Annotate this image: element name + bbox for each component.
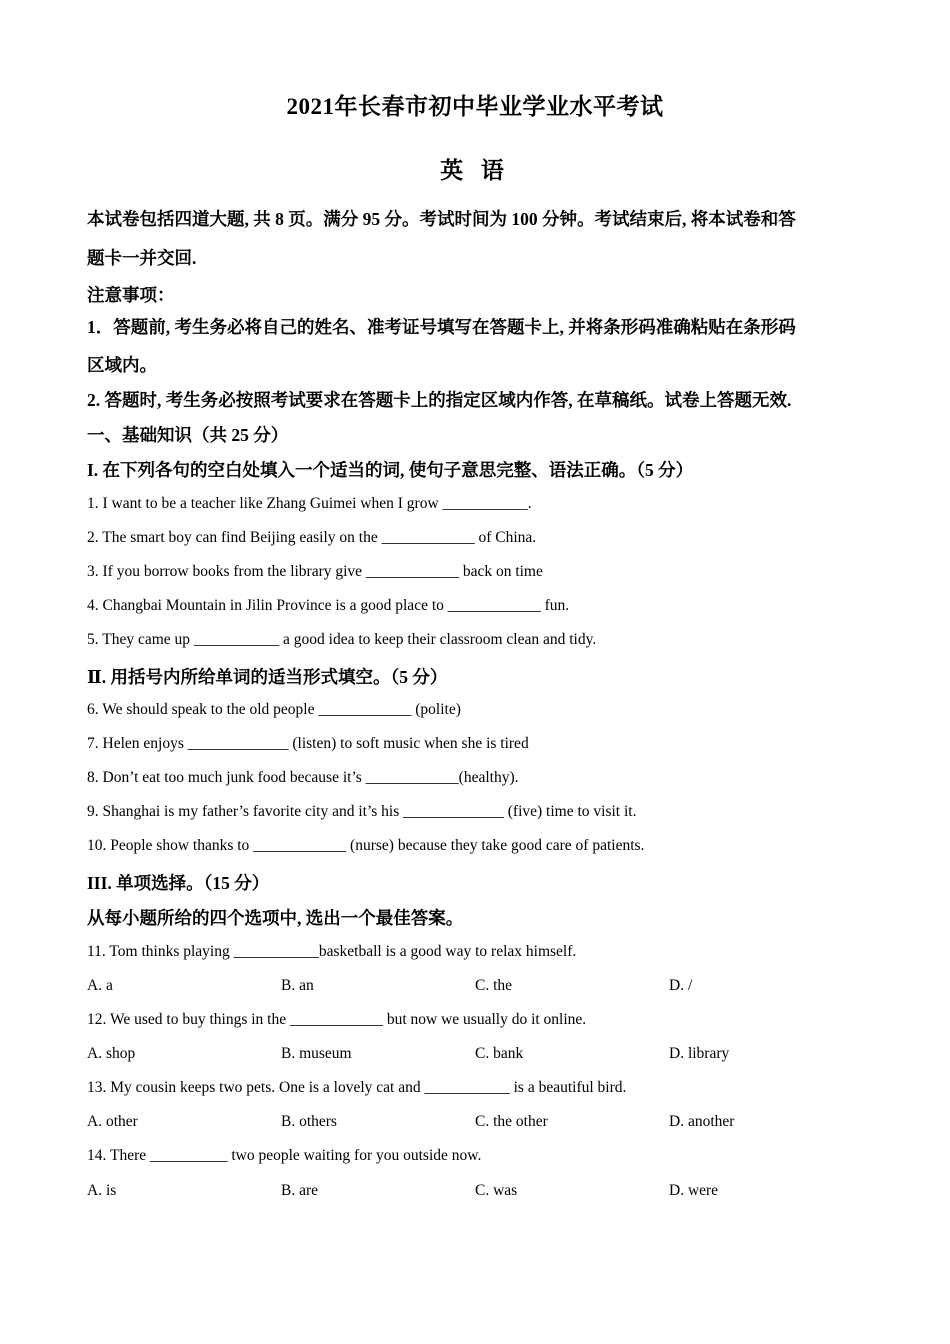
option-b: B. an (281, 977, 314, 994)
option-a: A. a (87, 977, 113, 994)
option-c: C. bank (475, 1045, 524, 1062)
option-a: A. other (87, 1113, 138, 1130)
question-12-options (87, 1045, 867, 1067)
option-b: B. museum (281, 1045, 352, 1062)
intro-line-1: 本试卷包括四道大题, 共 8 页。满分 95 分。考试时间为 100 分钟。考试结束后, 将本试卷和答 (87, 209, 796, 229)
question-9: 9. Shanghai is my father’s favorite city and it’s his _____________ (five) time to visit it. (87, 803, 637, 820)
question-6: 6. We should speak to the old people ____________ (polite) (87, 701, 461, 718)
option-b: B. are (281, 1182, 319, 1199)
question-14-stem: 14. There __________ two people waiting for you outside now. (87, 1147, 482, 1164)
option-a: A. is (87, 1182, 117, 1199)
question-2: 2. The smart boy can find Beijing easily on the ____________ of China. (87, 529, 537, 546)
intro-line-2: 题卡一并交回. (87, 248, 197, 268)
question-4: 4. Changbai Mountain in Jilin Province is a good place to ____________ fun. (87, 597, 570, 614)
exam-title: 2021年长春市初中毕业学业水平考试 (286, 94, 664, 119)
option-d: D. library (669, 1045, 730, 1062)
question-13-stem: 13. My cousin keeps two pets. One is a lovely cat and ___________ is a beautiful bird. (87, 1079, 627, 1096)
part-1-heading: 一、基础知识（共 25 分） (87, 425, 289, 445)
option-d: D. were (669, 1182, 719, 1199)
section-ii-heading: Ⅱ. 用括号内所给单词的适当形式填空。（5 分） (87, 667, 448, 687)
question-14-options (87, 1182, 867, 1204)
notice-2: 2. 答题时, 考生务必按照考试要求在答题卡上的指定区域内作答, 在草稿纸。试卷上答题无效. (87, 390, 792, 410)
notice-1-line-2: 区域内。 (87, 355, 157, 375)
option-d: D. / (669, 977, 693, 994)
question-5: 5. They came up ___________ a good idea to keep their classroom clean and tidy. (87, 631, 597, 648)
option-c: C. the (475, 977, 513, 994)
option-d: D. another (669, 1113, 735, 1130)
option-a: A. shop (87, 1045, 136, 1062)
option-c: C. the other (475, 1113, 548, 1130)
subject-title: 英 语 (440, 158, 510, 183)
question-11-options (87, 977, 867, 999)
question-3: 3. If you borrow books from the library give ____________ back on time (87, 563, 543, 580)
question-13-options (87, 1113, 867, 1135)
question-12-stem: 12. We used to buy things in the ____________ but now we usually do it online. (87, 1011, 587, 1028)
question-1: 1. I want to be a teacher like Zhang Guimei when I grow ___________. (87, 495, 532, 512)
option-b: B. others (281, 1113, 337, 1130)
question-10: 10. People show thanks to ____________ (nurse) because they take good care of patients. (87, 837, 645, 854)
section-iii-heading: III. 单项选择。（15 分） (87, 873, 270, 893)
question-8: 8. Don’t eat too much junk food because it’s ____________(healthy). (87, 769, 519, 786)
section-iii-instruction: 从每小题所给的四个选项中, 选出一个最佳答案。 (87, 908, 464, 928)
notice-1-line-1: 1．答题前, 考生务必将自己的姓名、准考证号填写在答题卡上, 并将条形码准确粘贴在条形码 (87, 317, 796, 337)
question-7: 7. Helen enjoys _____________ (listen) to soft music when she is tired (87, 735, 529, 752)
question-11-stem: 11. Tom thinks playing ___________basketball is a good way to relax himself. (87, 943, 577, 960)
notice-title: 注意事项： (87, 285, 175, 305)
section-i-heading: I. 在下列各句的空白处填入一个适当的词, 使句子意思完整、语法正确。（5 分） (87, 460, 694, 480)
option-c: C. was (475, 1182, 518, 1199)
